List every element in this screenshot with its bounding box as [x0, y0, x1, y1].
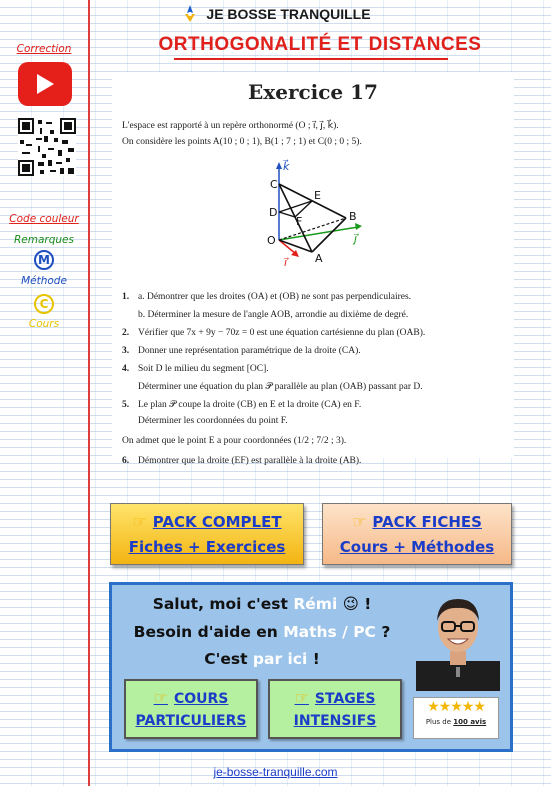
cours-icon: C [34, 294, 54, 314]
promo-l3a: C'est [204, 650, 253, 668]
pack-complet-sub: Fiches + Exercices [128, 537, 286, 556]
pointing-hand-icon: ☞ [352, 511, 367, 531]
rating-text [414, 718, 498, 726]
q2-text: Vérifier que 7x + 9y − 70z = 0 est une équation cartésienne du plan (OAB). [138, 328, 426, 338]
question-3 [122, 346, 361, 356]
svg-text:O: O [267, 234, 276, 247]
promo-l2c: ? [375, 623, 391, 641]
q6-number: 6. [122, 456, 130, 466]
promo-l1a: Salut, moi c'est [152, 595, 294, 613]
legend-methode: Méthode [21, 275, 67, 287]
brand[interactable] [180, 4, 370, 24]
pack-fiches-button[interactable] [322, 503, 512, 565]
rating-prefix: Plus de [425, 718, 454, 726]
svg-text:F: F [296, 215, 303, 228]
rating-badge[interactable] [413, 697, 499, 739]
code-couleur-label: Code couleur [9, 213, 79, 225]
q6-text: Démontrer que la droite (EF) est parallèle à la droite (AB). [138, 456, 362, 466]
legend-cours: Cours [28, 318, 60, 330]
svg-text:k⃗: k⃗ [283, 160, 290, 173]
promo-link[interactable]: par ici [252, 650, 308, 668]
promo-l3c: ! [307, 650, 320, 668]
avatar [416, 591, 500, 691]
pointing-hand-icon: ☞ [294, 687, 309, 707]
geometry-figure [252, 154, 372, 274]
correction-label: Correction [16, 43, 72, 55]
legend-remarques: Remarques [14, 234, 74, 246]
svg-text:j⃗: j⃗ [354, 232, 358, 245]
admit-line: On admet que le point E a pour coordonnées (1/2 ; 7/2 ; 3). [122, 436, 347, 446]
qr-code[interactable] [18, 118, 76, 176]
svg-text:E: E [314, 189, 321, 202]
question-6 [122, 456, 361, 466]
svg-text:D: D [269, 206, 278, 219]
question-5b: Déterminer les coordonnées du point F. [138, 416, 288, 426]
question-4b: Déterminer une équation du plan 𝒫 parallèle au plan (OAB) passant par D. [138, 382, 423, 392]
q4-number: 4. [122, 364, 130, 374]
q2-number: 2. [122, 328, 130, 338]
pack-fiches-sub: Cours + Méthodes [339, 537, 495, 556]
intro-line-1: L'espace est rapporté à un repère orthonormé (O ; i⃗, j⃗, k⃗). [122, 121, 339, 131]
q4-text: Soit D le milieu du segment [OC]. [138, 364, 269, 374]
stages-label: STAGES [314, 690, 376, 707]
brand-name: JE BOSSE TRANQUILLE [206, 6, 371, 22]
svg-text:B: B [349, 210, 357, 223]
svg-text:C: C [270, 178, 278, 191]
page-title: ORTHOGONALITÉ ET DISTANCES [158, 34, 482, 55]
svg-text:A: A [315, 252, 323, 265]
intensifs-label: INTENSIFS [293, 712, 377, 729]
exercise-title: Exercice 17 [248, 80, 378, 104]
q5-number: 5. [122, 400, 130, 410]
pack-complet-button[interactable] [110, 503, 304, 565]
question-5 [122, 399, 361, 410]
q3-number: 3. [122, 346, 130, 356]
q1a-text: a. Démontrer que les droites (OA) et (OB) ne sont pas perpendiculaires. [138, 292, 412, 302]
margin-line [88, 0, 90, 786]
promo-line-2 [112, 623, 412, 641]
methode-icon: M [34, 250, 54, 270]
particuliers-label: PARTICULIERS [135, 712, 247, 729]
question-4 [122, 364, 269, 374]
promo-l1c: 😉 ! [337, 595, 372, 613]
rating-count: 100 avis [453, 718, 487, 726]
exercise-card [112, 72, 514, 466]
q3-text: Donner une représentation paramétrique de la droite (CA). [138, 346, 361, 356]
stages-intensifs-button[interactable] [268, 679, 402, 739]
promo-line-3 [112, 650, 412, 668]
cours-label: COURS [173, 690, 229, 707]
intro-line-2: On considère les points A(10 ; 0 ; 1), B(1 ; 7 ; 1) et C(0 ; 0 ; 5). [122, 137, 362, 147]
footer-link[interactable]: je-bosse-tranquille.com [213, 765, 338, 779]
rocket-logo-icon [180, 4, 200, 24]
header [0, 4, 551, 29]
promo-l2a: Besoin d'aide en [133, 623, 284, 641]
promo-panel [109, 582, 513, 752]
question-1b: b. Déterminer la mesure de l'angle AOB, arrondie au dixième de degré. [138, 310, 409, 320]
youtube-button[interactable] [18, 62, 72, 106]
pack-complet-label: PACK COMPLET [152, 512, 282, 531]
play-icon [35, 73, 55, 95]
question-1a [122, 292, 411, 302]
pointing-hand-icon: ☞ [132, 511, 147, 531]
star-icons: ★★★★★ [427, 700, 485, 715]
promo-subjects: Maths / PC [283, 623, 376, 641]
q5-text: Le plan 𝒫 coupe la droite (CB) en E et la droite (CA) en F. [138, 400, 362, 410]
title-underline [174, 58, 448, 60]
svg-text:i⃗: i⃗ [284, 256, 288, 269]
question-2 [122, 328, 425, 338]
cours-particuliers-button[interactable] [124, 679, 258, 739]
q1-number: 1. [122, 292, 130, 302]
pack-fiches-label: PACK FICHES [372, 512, 482, 531]
promo-name: Rémi [293, 595, 338, 613]
promo-line-1 [112, 595, 412, 613]
pointing-hand-icon: ☞ [153, 687, 168, 707]
